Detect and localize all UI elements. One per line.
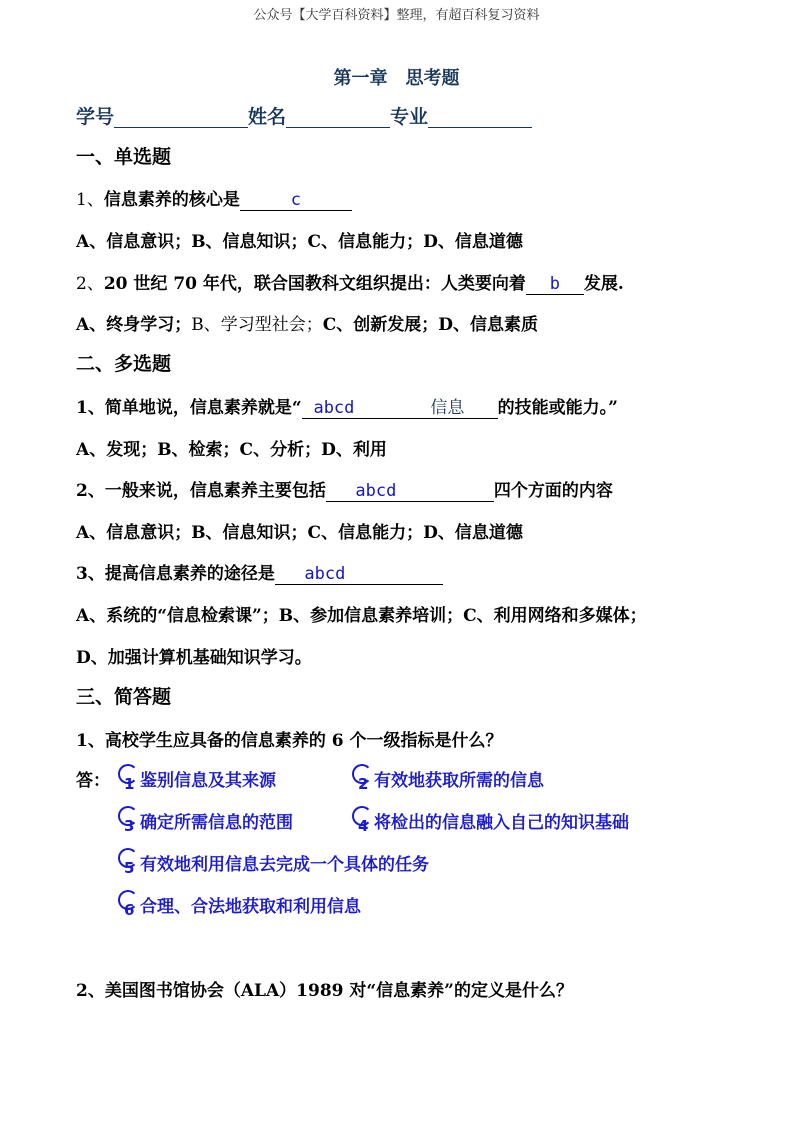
section-heading: 三、简答题 <box>76 686 172 708</box>
answer-blank[interactable] <box>240 190 352 211</box>
question-text: 3、提高信息素养的途径是 <box>76 564 275 584</box>
student-id-field[interactable] <box>114 107 248 128</box>
answer-text: abcd <box>304 564 346 584</box>
question-text: 2、一般来说，信息素养主要包括 <box>76 481 326 501</box>
options: A、系统的“信息检索课”；B、参加信息素养培训；C、利用网络和多媒体； <box>76 606 647 626</box>
section-heading: 二、多选题 <box>76 353 172 375</box>
question-text: 20 世纪 70 年代，联合国教科文组织提出：人类要向着 <box>103 274 526 294</box>
option-cd: C、创新发展；D、信息素质 <box>322 315 538 335</box>
answer-item-text: 有效地利用信息去完成一个具体的任务 <box>140 855 429 875</box>
question-text: 信息素养的核心是 <box>103 190 240 210</box>
circled-number-icon: 4 <box>352 812 374 834</box>
question-number: 1、 <box>76 190 104 210</box>
answer-item <box>352 812 629 834</box>
answer-item-text: 将检出的信息融入自己的知识基础 <box>374 813 629 833</box>
answer-blank[interactable] <box>526 274 584 295</box>
answer-label: 答： <box>76 771 110 791</box>
answer-text: abcd <box>355 481 397 501</box>
answer-text: b <box>549 274 561 294</box>
answer-text: abcd <box>313 398 355 418</box>
answer-item-text: 合理、合法地获取和利用信息 <box>140 897 361 917</box>
circled-number-icon: 2 <box>352 770 374 792</box>
answer-item-text: 有效地获取所需的信息 <box>374 771 544 791</box>
question-text: 1、简单地说，信息素养就是“ <box>76 398 302 418</box>
answer-item <box>118 812 293 834</box>
answer-item <box>118 854 429 876</box>
options <box>76 314 538 336</box>
question <box>76 397 618 419</box>
page-title: 第一章 思考题 <box>333 68 460 89</box>
question <box>76 273 624 295</box>
answer-text: c <box>290 190 301 210</box>
answer-item <box>352 770 544 792</box>
answer-blank[interactable] <box>275 564 443 585</box>
circled-number-icon: 1 <box>118 770 140 792</box>
name-field[interactable] <box>286 107 390 128</box>
question-suffix: 发展. <box>583 274 624 294</box>
question <box>76 189 352 211</box>
circled-number-icon: 3 <box>118 812 140 834</box>
page-header: 公众号【大学百科资料】整理，有超百科复习资料 <box>253 8 540 23</box>
question-suffix: 四个方面的内容 <box>493 481 613 501</box>
section-heading: 一、单选题 <box>76 146 172 168</box>
question-text: 1、高校学生应具备的信息素养的 6 个一级指标是什么？ <box>76 731 503 751</box>
student-id-label: 学号 <box>76 106 115 128</box>
circled-number-icon: 5 <box>118 854 140 876</box>
student-info <box>76 106 532 128</box>
options: A、信息意识；B、信息知识；C、信息能力；D、信息道德 <box>76 523 523 543</box>
answer-blank[interactable] <box>326 481 494 502</box>
answer-item <box>118 770 276 792</box>
question-number: 2、 <box>76 274 104 294</box>
question <box>76 563 443 585</box>
options: A、信息意识；B、信息知识；C、信息能力；D、信息道德 <box>76 232 523 252</box>
options: D、加强计算机基础知识学习。 <box>76 648 312 668</box>
blank-tail: 信息 <box>430 398 465 418</box>
option-a: A、终身学习； <box>76 315 192 335</box>
question-suffix: 的技能或能力。” <box>497 398 618 418</box>
major-label: 专业 <box>390 106 429 128</box>
question <box>76 480 613 502</box>
options: A、发现；B、检索；C、分析；D、利用 <box>76 440 387 460</box>
answer-blank[interactable] <box>302 398 498 419</box>
major-field[interactable] <box>428 107 532 128</box>
name-label: 姓名 <box>248 106 287 128</box>
question-text: 2、美国图书馆协会（ALA）1989 对“信息素养”的定义是什么？ <box>76 981 573 1001</box>
answer-item-text: 鉴别信息及其来源 <box>140 771 276 791</box>
circled-number-icon: 6 <box>118 896 140 918</box>
option-b: B、学习型社会； <box>191 315 323 335</box>
answer-item <box>118 896 361 918</box>
answer-item-text: 确定所需信息的范围 <box>140 813 293 833</box>
